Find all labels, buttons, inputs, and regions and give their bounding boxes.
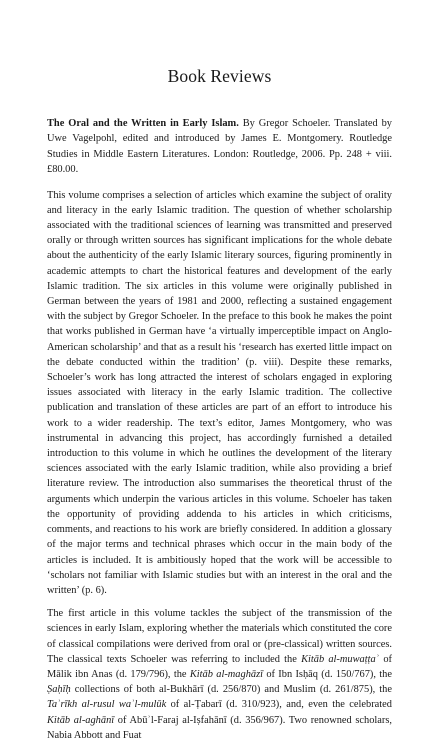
section-title: Book Reviews <box>167 66 272 86</box>
book-citation <box>47 116 392 178</box>
paragraph-2-text-1: The first article in this volume tackles the subject of the transmission of the sciences in early Islam, exploring whether the materials which constituted the core of classical compilations were derived from oral or (pre-classical) written sources. The classical texts Schoeler was referring to included the <box>47 608 392 665</box>
paragraph-2-text-2: of Mālik ibn Anas (d. 179/796), the <box>47 653 392 680</box>
review-paragraph-2 <box>47 606 392 743</box>
paragraph-2-text-4: collections of both al-Bukhārī (d. 256/870) and Muslim (d. 261/875), the <box>70 684 392 696</box>
paragraph-2-text-6: of Abūʾl-Faraj al-Iṣfahānī (d. 356/967). Two renowned scholars, Nabia Abbott and Fuat <box>47 714 392 741</box>
book-title: The Oral and the Written in Early Islam. <box>47 118 239 129</box>
work-title-muwatta: Kitāb al-muwaṭṭaʾ <box>301 653 380 665</box>
paragraph-2-text-3: of Ibn Isḥāq (d. 150/767), the <box>263 668 392 680</box>
work-title-aghani: Kitāb al-aghānī <box>47 714 115 726</box>
paragraph-2-text-5: of al-Ṭabarī (d. 310/923), and, even the celebrated <box>166 699 392 711</box>
work-title-sahih: Ṣaḥīḥ <box>47 684 71 696</box>
book-publication-details: By Gregor Schoeler. Translated by Uwe Vagelpohl, edited and introduced by James E. Montgomery. Routledge Studies in Middle Eastern Literatures. London: Routledge, 2006. Pp. 248 + viii. £80.00. <box>47 118 393 176</box>
work-title-tarikh: Taʾrīkh al-rusul waʾl-mulūk <box>47 699 167 711</box>
work-title-maghazi: Kitāb al-maghāzī <box>189 668 264 680</box>
review-paragraph-1: This volume comprises a selection of articles which examine the subject of orality and literacy in the early Islamic tradition. The question of whether scholarship associated with the traditional sciences of learning was transmitted and preserved orally or through written sources has significant implications for the whole debate about the authenticity of the early Islamic literary sources, figuring prominently in academic attempts to chart the historical features and development of the early Islamic tradition. The six articles in this volume were originally published in German between the years of 1981 and 2000, reflecting a sustained engagement with the subject by Gregor Schoeler. In the preface to this book he makes the point that works published in German have ‘a virtually imperceptible impact on Anglo-American scholarship’ and that as a result his ‘research has exerted little impact on the debate conducted within the tradition’ (p. viii). Despite these remarks, Schoeler’s work has long attracted the interest of scholars engaged in exploring issues associated with literacy in the early Islamic tradition. The collective publication and translation of these articles are part of an effort to introduce his work to a wider readership. The text’s editor, James Montgomery, who was instrumental in advancing this project, has accordingly furnished a detailed introduction to this volume in which he outlines the development of the literary sciences associated with the early Islamic tradition, while also providing a brief literature review. The introduction also summarises the theoretical thrust of the arguments which underpin the various articles in this volume. Schoeler has taken the opportunity of providing addenda to his articles in which criticisms, comments, and reactions to his work are briefly considered. In addition a glossary of the major terms and technical phrases which occur in the main body of the articles is included. It is ambitiously hoped that the work will be accessible to ‘scholars not familiar with Islamic studies but with an interest in the oral and the written’ (p. 6). <box>47 189 392 596</box>
